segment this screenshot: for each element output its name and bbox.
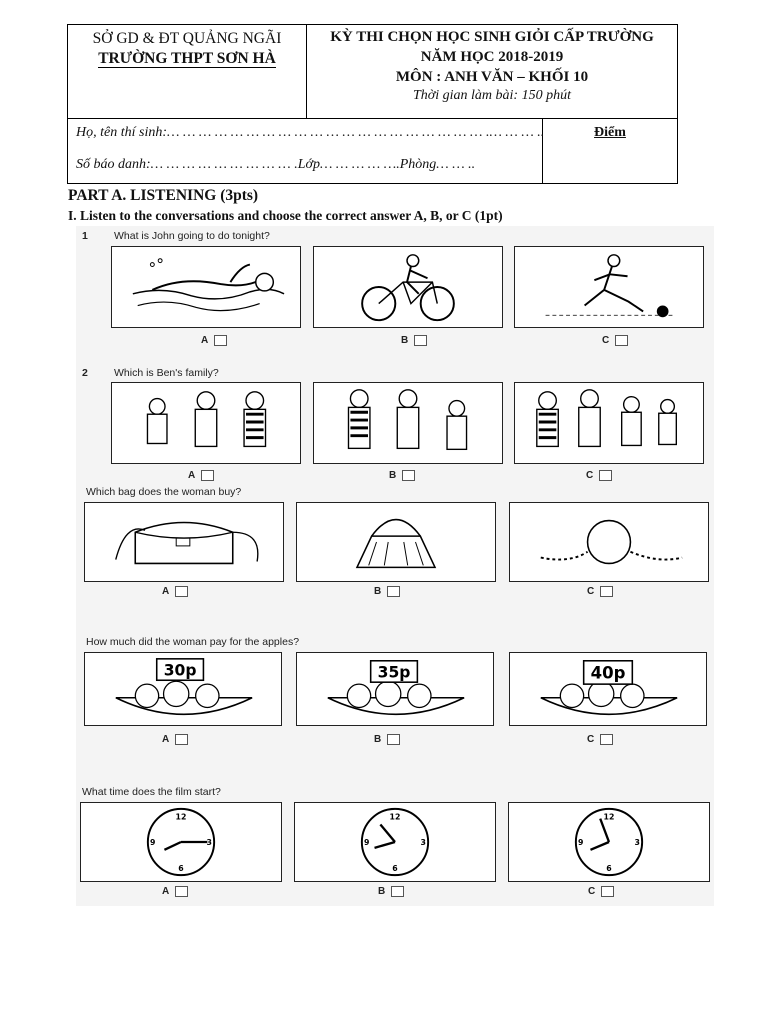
- option-a[interactable]: A: [188, 470, 214, 481]
- question-number: 1: [82, 230, 88, 242]
- swimming-picture: [111, 246, 301, 328]
- clock-a-picture: [80, 802, 282, 882]
- option-c[interactable]: C: [587, 734, 613, 745]
- score-label: Điểm: [594, 125, 626, 140]
- clock-b-picture: [294, 802, 496, 882]
- clock-c-picture: [508, 802, 710, 882]
- header-school-cell: [68, 25, 307, 119]
- price-tag: 35p: [377, 663, 411, 682]
- round-purse-picture: [509, 502, 709, 582]
- candidate-info-cell: [68, 119, 543, 183]
- question-text: Which is Ben's family?: [114, 367, 219, 379]
- answer-checkbox[interactable]: [615, 335, 628, 346]
- apples-40p-picture: [509, 652, 707, 726]
- instruction-text: I. Listen to the conversations and choose the correct answer A, B, or C (1pt): [68, 208, 503, 223]
- family-c-picture: [514, 382, 704, 464]
- part-title: PART A. LISTENING (3pts): [68, 187, 259, 204]
- shoulder-bag-picture: [84, 502, 284, 582]
- exam-duration: Thời gian làm bài: 150 phút: [413, 88, 571, 103]
- svg-text:9: 9: [578, 837, 584, 847]
- svg-text:12: 12: [389, 812, 401, 822]
- svg-text:9: 9: [150, 837, 156, 847]
- question-text: What is John going to do tonight?: [114, 230, 270, 242]
- svg-text:12: 12: [603, 812, 615, 822]
- option-b[interactable]: B: [389, 470, 415, 481]
- family-b-picture: [313, 382, 503, 464]
- answer-checkbox[interactable]: [175, 886, 188, 897]
- answer-checkbox[interactable]: [402, 470, 415, 481]
- option-c[interactable]: C: [602, 335, 628, 346]
- option-a[interactable]: A: [162, 886, 188, 897]
- apples-30p-picture: [84, 652, 282, 726]
- svg-text:6: 6: [392, 864, 398, 874]
- answer-checkbox[interactable]: [387, 734, 400, 745]
- answer-checkbox[interactable]: [175, 734, 188, 745]
- answer-checkbox[interactable]: [601, 886, 614, 897]
- price-tag: 30p: [163, 661, 197, 680]
- cycling-picture: [313, 246, 503, 328]
- candidate-id-line[interactable]: Số báo danh:… … … … … … … … … .Lớp… … … … ….Phòng… … ..: [76, 157, 476, 172]
- option-b[interactable]: B: [378, 886, 404, 897]
- answer-checkbox[interactable]: [391, 886, 404, 897]
- department-name: SỞ GD & ĐT QUẢNG NGÃI: [92, 30, 282, 47]
- svg-text:3: 3: [634, 837, 640, 847]
- question-text: What time does the film start?: [82, 786, 221, 798]
- question-number: 2: [82, 367, 88, 379]
- question-text: How much did the woman pay for the apples?: [86, 636, 300, 648]
- option-a[interactable]: A: [162, 586, 188, 597]
- exam-title: KỲ THI CHỌN HỌC SINH GIỎI CẤP TRƯỜNG: [330, 29, 654, 45]
- option-b[interactable]: B: [401, 335, 427, 346]
- score-cell: [543, 119, 677, 183]
- svg-text:9: 9: [364, 837, 370, 847]
- answer-checkbox[interactable]: [414, 335, 427, 346]
- option-c[interactable]: C: [586, 470, 612, 481]
- football-picture: [514, 246, 704, 328]
- answer-checkbox[interactable]: [214, 335, 227, 346]
- svg-text:12: 12: [175, 812, 187, 822]
- answer-checkbox[interactable]: [387, 586, 400, 597]
- option-a[interactable]: A: [201, 335, 227, 346]
- listening-worksheet: [76, 226, 714, 906]
- option-c[interactable]: C: [587, 586, 613, 597]
- school-year: NĂM HỌC 2018-2019: [420, 49, 564, 65]
- svg-text:6: 6: [606, 864, 612, 874]
- question-text: Which bag does the woman buy?: [86, 486, 242, 498]
- svg-text:3: 3: [420, 837, 426, 847]
- answer-checkbox[interactable]: [599, 470, 612, 481]
- option-b[interactable]: B: [374, 734, 400, 745]
- school-name: TRƯỜNG THPT SƠN HÀ: [98, 50, 276, 67]
- answer-checkbox[interactable]: [600, 734, 613, 745]
- answer-checkbox[interactable]: [175, 586, 188, 597]
- answer-checkbox[interactable]: [600, 586, 613, 597]
- option-b[interactable]: B: [374, 586, 400, 597]
- option-c[interactable]: C: [588, 886, 614, 897]
- subject: MÔN : ANH VĂN – KHỐI 10: [395, 69, 589, 85]
- handbag-picture: [296, 502, 496, 582]
- apples-35p-picture: [296, 652, 494, 726]
- svg-text:6: 6: [178, 864, 184, 874]
- option-a[interactable]: A: [162, 734, 188, 745]
- header-exam-cell: [307, 25, 677, 119]
- family-a-picture: [111, 382, 301, 464]
- exam-header-table: [67, 24, 678, 184]
- price-tag: 40p: [590, 663, 626, 683]
- candidate-name-line[interactable]: Họ, tên thí sinh:… … … … … … … … … … … … … … … … … … … … .… … … ..: [76, 125, 545, 140]
- answer-checkbox[interactable]: [201, 470, 214, 481]
- svg-text:3: 3: [206, 837, 212, 847]
